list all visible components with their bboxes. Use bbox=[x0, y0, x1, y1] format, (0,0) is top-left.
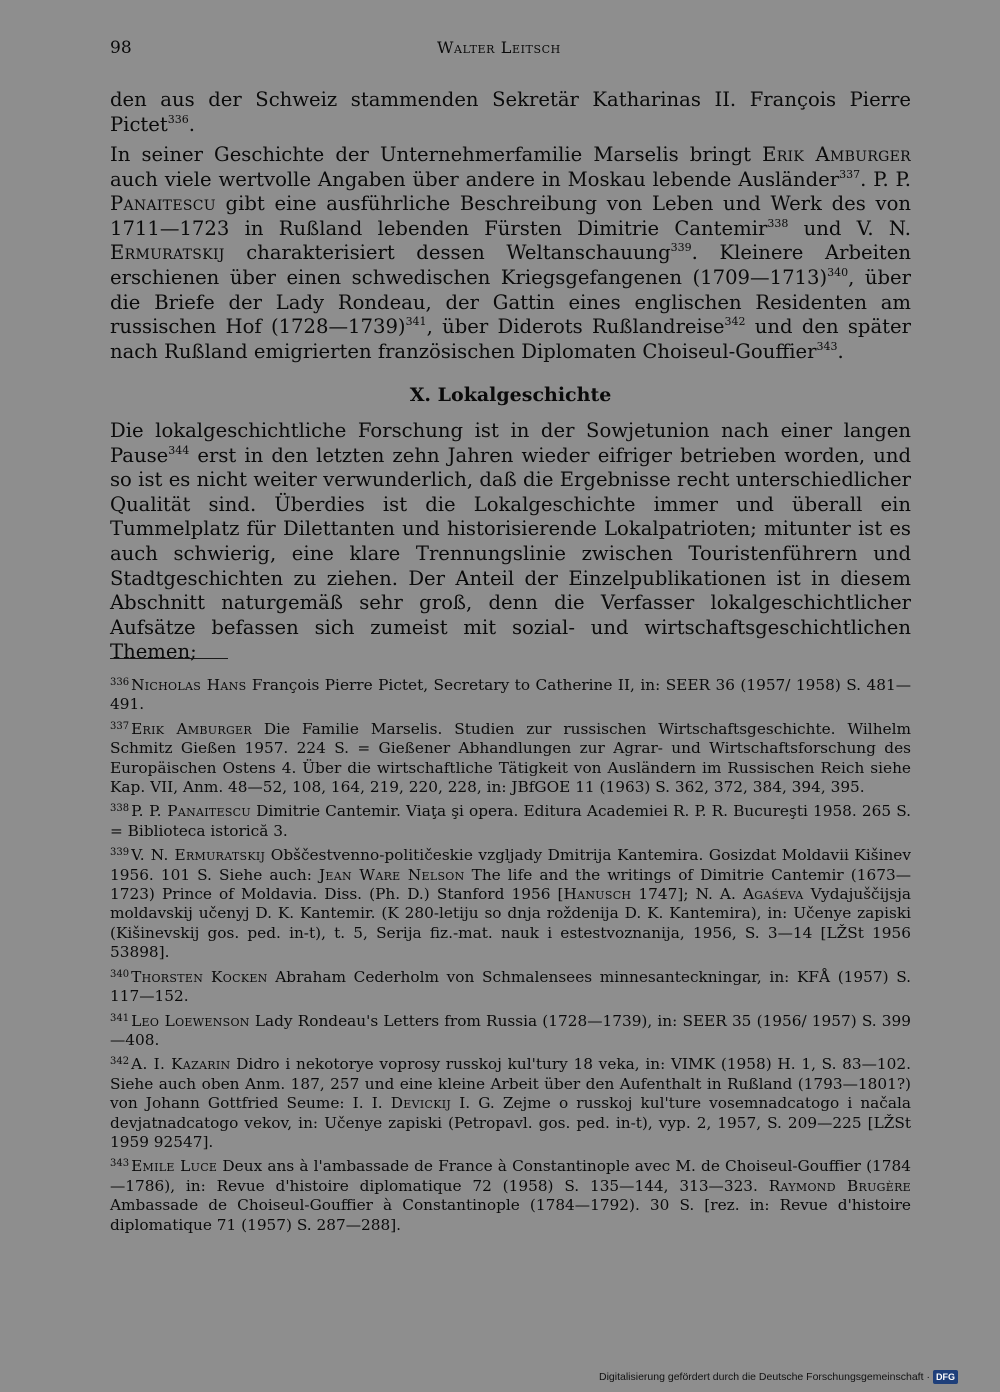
author-name: Ermuratskij bbox=[110, 241, 225, 265]
footnote-text: I. G. Zejme o russkoj kul'ture vosemnadcatogo i načala devjatnadcatogo vekov, in: Učenye zapiski (Petropavl. gos. ped. in-t), vyp. 2, 1957, S. 209—225 [LŽSt 1959 92547]. bbox=[110, 1094, 911, 1151]
footnote-text: The life and the writings of Dimitrie Cantemir (1673—1723) Prince of Moldavia. Diss. (Ph. D.) Stanford 1956 [ bbox=[110, 865, 911, 904]
page-number: 98 bbox=[110, 38, 132, 58]
text-run: den aus der Schweiz stammenden Sekretär Katharinas II. François Pierre Pictet bbox=[110, 88, 911, 136]
author-name: Emile Luce bbox=[131, 1157, 218, 1176]
body-paragraph bbox=[110, 419, 911, 665]
text-run: und den später nach Rußland emigrierten französischen Diplomaten Choiseul-Gouffier bbox=[110, 315, 911, 363]
author-name: Devickij bbox=[390, 1094, 452, 1113]
footnote bbox=[110, 1012, 911, 1051]
footnote-number: 340 bbox=[110, 968, 130, 980]
footnote-text: Lady Rondeau's Letters from Russia (1728—1739), in: SEER 35 (1956/ 1957) S. 399—408. bbox=[110, 1011, 911, 1049]
running-head: Walter Leitsch bbox=[437, 38, 561, 57]
author-name: Jean Ware Nelson bbox=[319, 865, 465, 884]
author-name: Leo Loewenson bbox=[131, 1011, 250, 1030]
author-name: Erik Amburger bbox=[131, 719, 252, 738]
footnote-text: Die Familie Marselis. Studien zur russischen Wirtschaftsgeschichte. Wilhelm Schmitz Gießen 1957. 224 S. = Gießener Abhandlungen zur Agrar- und Wirtschaftsforschung des Europäischen Ostens 4. Über die wirtschaftliche Tätigkeit von Ausländern im Russischen Reich siehe Kap. VII, Anm. 48—52, 108, 164, 219, 220, 228, in: JBfGOE 11 (1963) S. 362, 372, 384, 394, 395. bbox=[110, 719, 911, 797]
text-run: gibt eine ausführliche Beschreibung von Leben und Werk des von 1711—1723 in Rußland lebenden Fürsten Dimitrie Cantemir bbox=[110, 192, 911, 240]
footnotes bbox=[110, 676, 911, 1240]
footnote-number: 337 bbox=[110, 720, 130, 732]
footnote bbox=[110, 1055, 911, 1152]
text-run: . Kleinere Arbeiten erschienen über einen schwedischen Kriegsgefangenen (1709—1713) bbox=[110, 241, 911, 289]
section-heading: X. Lokalgeschichte bbox=[409, 384, 612, 406]
footnote-number: 336 bbox=[110, 677, 130, 688]
text-run: und V. N. bbox=[788, 216, 911, 240]
author-name: Nicholas Hans bbox=[131, 676, 247, 694]
author-name: Thorsten Kocken bbox=[131, 967, 268, 986]
author-name: V. N. Ermuratskij bbox=[131, 846, 266, 865]
footnote-text: Vydajuščijsja moldavskij učenyj D. K. Kantemir. (K 280-letiju so dnja roždenija D. K. Kantemira), in: Učenye zapiski (Kišinevskij gos. ped. in-t), t. 5, Serija fiz.-mat. nauk i estestvoznanija, 1956, S. 3—14 [LŽSt 1956 53898]. bbox=[110, 885, 911, 962]
footnote-text: Deux ans à l'ambassade de France à Constantinople avec M. de Choiseul-Gouffier (1784—1786), in: Revue d'histoire diplomatique 72 (1958) S. 135—144, 313—323. bbox=[110, 1157, 911, 1195]
footnote-text: Dimitrie Cantemir. Viaţa şi opera. Editura Academiei R. P. R. Bucureşti 1958. 265 S. = Biblioteca istorică 3. bbox=[110, 802, 911, 840]
footnote-ref: 336 bbox=[167, 112, 189, 126]
digitization-credit bbox=[599, 1370, 958, 1384]
body-paragraph bbox=[110, 88, 911, 137]
text-run: charakterisiert dessen Weltanschauung bbox=[224, 241, 671, 265]
footnote-text: Ambassade de Choiseul-Gouffier à Constantinople (1784—1792). 30 S. [rez. in: Revue d'histoire diplomatique 71 (1957) S. 287—288]. bbox=[110, 1196, 911, 1234]
text-run: Die lokalgeschichtliche Forschung ist in der Sowjetunion nach einer langen Pause bbox=[110, 419, 911, 467]
footnote-number: 339 bbox=[110, 847, 130, 859]
footnote-number: 343 bbox=[110, 1158, 130, 1170]
footnote bbox=[110, 676, 911, 715]
author-name: Hanusch bbox=[563, 885, 632, 904]
footnote-ref: 340 bbox=[827, 265, 849, 279]
footnote-text: François Pierre Pictet, Secretary to Catherine II, in: SEER 36 (1957/ 1958) S. 481—491. bbox=[110, 676, 911, 714]
author-name: Erik Amburger bbox=[762, 143, 911, 166]
author-name: A. I. Kazarin bbox=[131, 1055, 231, 1074]
footnote-text: Obščestvenno-političeskie vzgljady Dmitrija Kantemira. Gosizdat Moldavii Kišinev 1956. 101 S. Siehe auch: bbox=[110, 846, 912, 884]
footnote bbox=[110, 968, 911, 1007]
author-name: Raymond Brugère bbox=[768, 1176, 911, 1195]
footnote-ref: 337 bbox=[839, 167, 861, 181]
footnote-number: 342 bbox=[110, 1056, 130, 1068]
text-run: In seiner Geschichte der Unternehmerfamilie Marselis bringt bbox=[110, 143, 763, 166]
author-name: Panaitescu bbox=[110, 192, 216, 216]
text-run: auch viele wertvolle Angaben über andere in Moskau lebende Ausländer bbox=[110, 167, 840, 191]
credit-text: Digitalisierung gefördert durch die Deutsche Forschungsgemeinschaft bbox=[598, 1371, 924, 1383]
text-run: . P. P. bbox=[860, 167, 911, 191]
footnote bbox=[110, 1157, 911, 1235]
text-run: . bbox=[188, 112, 196, 136]
separator-dot: · bbox=[926, 1371, 930, 1383]
author-name: P. P. Panaitescu bbox=[131, 802, 251, 821]
footnote-number: 338 bbox=[110, 803, 130, 815]
dfg-logo-icon: DFG bbox=[933, 1370, 958, 1384]
footnote-ref: 341 bbox=[405, 315, 427, 329]
footnote-ref: 338 bbox=[767, 216, 789, 230]
body-paragraph bbox=[110, 143, 911, 364]
footnote-text: Didro i nekotorye voprosy russkoj kul'tury 18 veka, in: VIMK (1958) H. 1, S. 83—102. Siehe auch oben Anm. 187, 257 und eine kleine Arbeit über den Aufenthalt in Rußland (1793—1801?) von Johann Gottfried Seume: I. I. bbox=[110, 1055, 911, 1113]
text-run: erst in den letzten zehn Jahren wieder eifriger betrieben worden, und so ist es nicht weiter verwunderlich, daß die Ergebnisse recht unterschiedlicher Qualität sind. Überdies ist die Lokalgeschichte immer und überall ein Tummelplatz für Dilettanten und historisierende Lokalpatrioten; mitunter ist es auch schwierig, eine klare Trennungslinie zwischen Touristenführern und Stadtgeschichten zu ziehen. Der Anteil der Einzelpublikationen ist in diesem Abschnitt naturgemäß sehr groß, denn die Verfasser lokalgeschichtlicher Aufsätze befassen sich zumeist mit sozial- und wirtschaftsgeschichtlichen Themen; bbox=[110, 443, 911, 664]
footnote-separator bbox=[110, 658, 228, 659]
footnote-text: 1747]; N. A. bbox=[631, 885, 743, 904]
footnote-ref: 342 bbox=[724, 315, 746, 329]
text-run: . bbox=[837, 339, 844, 363]
footnote-text: Abraham Cederholm von Schmalensees minnesanteckningar, in: KFÅ (1957) S. 117—152. bbox=[110, 967, 911, 1006]
footnote bbox=[110, 720, 911, 798]
footnote bbox=[110, 802, 911, 841]
text-run: , über Diderots Rußlandreise bbox=[426, 315, 725, 339]
footnote bbox=[110, 846, 911, 962]
footnote-ref: 344 bbox=[168, 443, 190, 457]
footnote-ref: 339 bbox=[670, 241, 692, 255]
author-name: Agaśeva bbox=[742, 885, 804, 904]
footnote-number: 341 bbox=[110, 1012, 130, 1024]
text-run: , über die Briefe der Lady Rondeau, der Gattin eines englischen Residenten am russischen Hof (1728—1739) bbox=[110, 265, 911, 339]
footnote-ref: 343 bbox=[816, 339, 838, 353]
